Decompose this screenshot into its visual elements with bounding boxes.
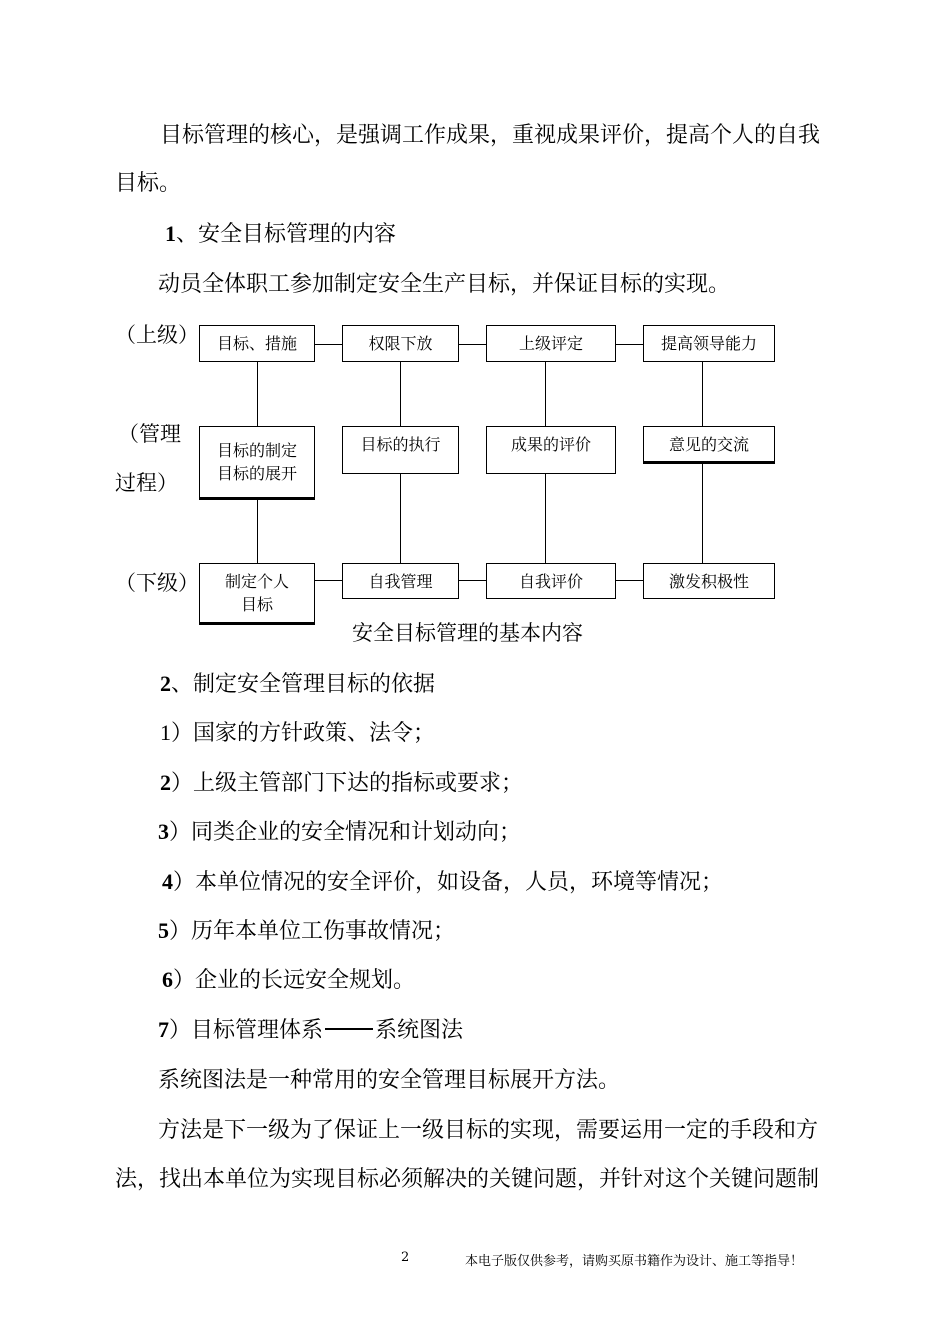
list-item-number: 2 bbox=[160, 770, 171, 795]
heading-number: 1 bbox=[165, 221, 176, 246]
list-item bbox=[158, 1017, 463, 1044]
box-line: 目标的展开 bbox=[216, 464, 297, 483]
connector-line bbox=[545, 361, 546, 427]
list-item-number: 1 bbox=[160, 720, 171, 745]
list-item-text: ）国家的方针政策、法令； bbox=[171, 721, 436, 746]
connector-line bbox=[615, 344, 644, 345]
connector-line bbox=[458, 344, 487, 345]
connector-line bbox=[615, 580, 644, 581]
list-item-suffix: 系统图法 bbox=[375, 1018, 464, 1043]
box-goal-setting bbox=[199, 426, 315, 498]
paragraph-line: 目标。 bbox=[115, 171, 182, 196]
footer-notice: 本电子版仅供参考，请购买原书籍作为设计、施工等指导！ bbox=[465, 1254, 804, 1269]
list-item-text: ）同类企业的安全情况和计划动向； bbox=[169, 820, 522, 845]
box-result-evaluation: 成果的评价 bbox=[486, 426, 616, 474]
heading-number: 2 bbox=[160, 671, 171, 696]
connector-line bbox=[458, 580, 487, 581]
connector-line bbox=[702, 462, 703, 564]
paragraph-line: 动员全体职工参加制定安全生产目标，并保证目标的实现。 bbox=[158, 272, 731, 297]
row-label-process: （管理 bbox=[118, 422, 181, 446]
list-item-number: 3 bbox=[158, 819, 169, 844]
heading-text: 、安全目标管理的内容 bbox=[176, 222, 397, 247]
list-item bbox=[160, 770, 523, 797]
diagram-caption: 安全目标管理的基本内容 bbox=[352, 621, 583, 645]
box-self-evaluation: 自我评价 bbox=[486, 563, 616, 599]
section-heading bbox=[160, 671, 435, 698]
list-item-text: ）上级主管部门下达的指标或要求； bbox=[171, 771, 524, 796]
heading-text: 、制定安全管理目标的依据 bbox=[171, 672, 436, 697]
list-item bbox=[160, 720, 435, 747]
box-self-management: 自我管理 bbox=[342, 563, 459, 599]
list-item bbox=[158, 918, 455, 945]
list-item-number: 5 bbox=[158, 918, 169, 943]
connector-line bbox=[314, 344, 343, 345]
blank-underline bbox=[325, 1028, 373, 1030]
box-motivation: 激发积极性 bbox=[643, 563, 775, 599]
section-heading bbox=[165, 221, 396, 248]
box-goal-execution: 目标的执行 bbox=[342, 426, 459, 474]
list-item-number: 7 bbox=[158, 1017, 169, 1042]
box-improve-leadership: 提高领导能力 bbox=[643, 325, 775, 362]
paragraph-line: 系统图法是一种常用的安全管理目标展开方法。 bbox=[158, 1068, 621, 1093]
paragraph-line: 方法是下一级为了保证上一级目标的实现，需要运用一定的手段和方 bbox=[158, 1118, 819, 1143]
connector-line bbox=[257, 361, 258, 427]
connector-line bbox=[314, 580, 343, 581]
list-item-text: ）企业的长远安全规划。 bbox=[173, 968, 416, 993]
list-item-text: ）本单位情况的安全评价，如设备，人员，环境等情况； bbox=[173, 870, 724, 895]
connector-line bbox=[702, 361, 703, 427]
box-line: 制定个人 bbox=[224, 572, 289, 591]
row-label-lower: （下级） bbox=[115, 571, 199, 595]
list-item bbox=[158, 819, 521, 846]
connector-line bbox=[400, 473, 401, 564]
connector-line bbox=[400, 361, 401, 427]
list-item bbox=[162, 967, 415, 994]
list-item-number: 4 bbox=[162, 869, 173, 894]
row-label-upper: （上级） bbox=[115, 323, 199, 347]
list-item-text: ）历年本单位工伤事故情况； bbox=[169, 919, 456, 944]
page-number: 2 bbox=[401, 1250, 410, 1265]
connector-line bbox=[545, 473, 546, 564]
list-item-number: 6 bbox=[162, 967, 173, 992]
paragraph-line: 目标管理的核心，是强调工作成果，重视成果评价，提高个人的自我 bbox=[160, 123, 821, 148]
box-opinion-exchange: 意见的交流 bbox=[643, 426, 775, 462]
box-goals-measures: 目标、措施 bbox=[199, 325, 315, 362]
box-line: 目标 bbox=[240, 595, 273, 614]
row-label-process: 过程） bbox=[115, 471, 178, 495]
box-line: 目标的制定 bbox=[216, 441, 297, 460]
list-item bbox=[162, 869, 723, 896]
connector-line bbox=[257, 498, 258, 564]
list-item-text: ）目标管理体系 bbox=[169, 1018, 324, 1043]
paragraph-line: 法，找出本单位为实现目标必须解决的关键问题，并针对这个关键问题制 bbox=[115, 1167, 820, 1192]
box-delegate-authority: 权限下放 bbox=[342, 325, 459, 362]
box-superior-evaluation: 上级评定 bbox=[486, 325, 616, 362]
box-personal-goals bbox=[199, 563, 315, 623]
